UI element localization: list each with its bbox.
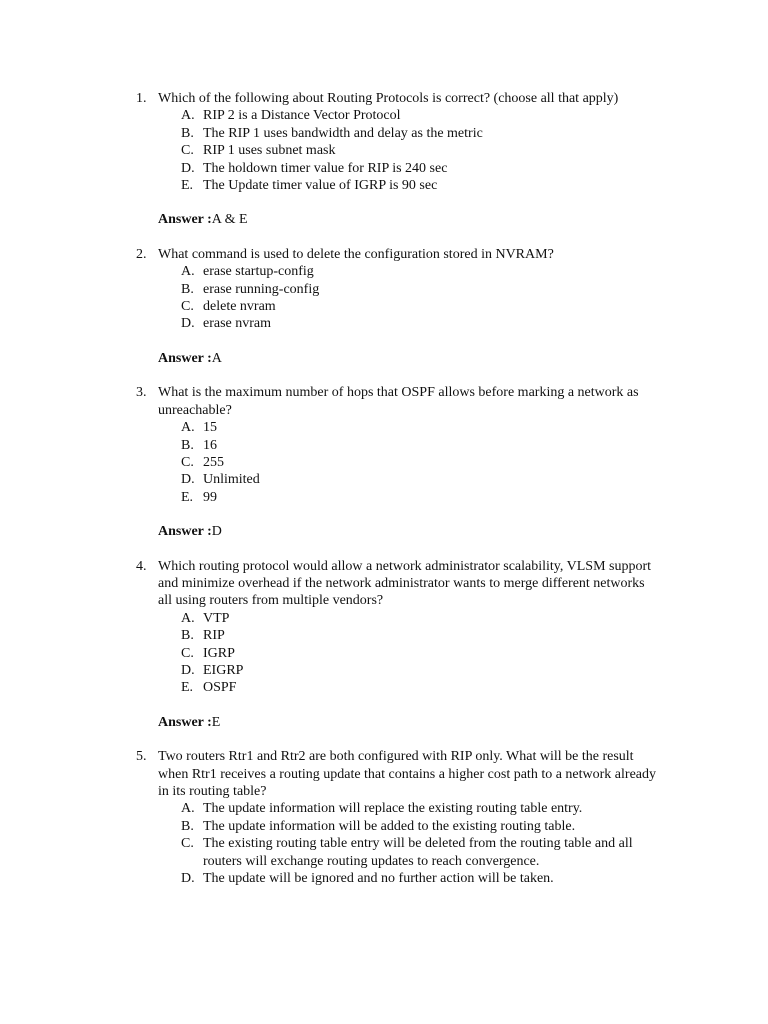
option-b [0,125,658,142]
question-2 [0,246,768,384]
question-4 [0,558,768,749]
option-letter: B. [181,437,194,453]
option-letter: B. [181,281,194,297]
option-letter: D. [181,316,195,332]
question-text: Which routing protocol would allow a network administrator scalability, VLSM support and minimize overhead if the network administrator wants to merge different networks all using routers from multiple vendors? [158,558,652,609]
option-letter: E. [181,178,194,194]
option-letter: D. [181,662,195,678]
option-e [0,679,658,696]
option-c [0,645,658,662]
answer-label: Answer : [158,714,212,730]
option-text: 15 [203,420,217,436]
answer-value: A & E [211,212,248,228]
answer-label: Answer : [158,524,212,540]
option-letter: D. [181,472,195,488]
option-letter: A. [181,610,195,626]
option-a [0,610,658,627]
option-text: The existing routing table entry will be deleted from the routing table and all routers will exchange routing updates to reach convergence. [203,836,633,869]
option-b [0,627,658,644]
question-text: What is the maximum number of hops that OSPF allows before marking a network as unreachable? [158,385,639,418]
question-5 [0,748,768,887]
question-number: 2. [136,246,147,262]
options-list [0,610,768,697]
quiz-page [0,90,768,887]
option-text: The update information will be added to the existing routing table. [203,818,576,834]
question-5-stem [0,748,658,800]
options-list [0,107,768,194]
option-letter: A. [181,801,195,817]
option-letter: C. [181,143,194,159]
option-letter: C. [181,836,194,852]
option-c [0,298,658,315]
option-d [0,662,658,679]
option-text: IGRP [203,645,235,661]
option-letter: A. [181,108,195,124]
option-text: erase running-config [203,281,320,297]
option-text: erase startup-config [203,264,314,280]
options-list [0,419,768,506]
option-letter: D. [181,871,195,887]
option-letter: D. [181,160,195,176]
option-c [0,835,658,870]
option-text: RIP 1 uses subnet mask [203,143,336,159]
option-c [0,454,658,471]
option-letter: E. [181,489,194,505]
option-e [0,489,658,506]
option-b [0,437,658,454]
option-text: The update will be ignored and no further action will be taken. [203,871,554,887]
question-number: 1. [136,91,147,106]
option-letter: C. [181,299,194,315]
question-text: Which of the following about Routing Protocols is correct? (choose all that apply) [158,91,619,106]
question-3-stem [0,384,658,419]
option-d [0,315,658,332]
option-letter: C. [181,454,194,470]
option-d [0,870,658,887]
question-2-stem [0,246,658,263]
answer-label: Answer : [158,212,212,228]
option-text: 16 [203,437,217,453]
answer-label: Answer : [158,350,212,366]
option-b [0,818,658,835]
options-list [0,263,768,333]
option-text: delete nvram [203,299,276,315]
option-e [0,177,658,194]
option-letter: A. [181,420,195,436]
answer [0,523,768,540]
option-text: RIP 2 is a Distance Vector Protocol [203,108,401,124]
option-letter: A. [181,264,195,280]
option-text: VTP [203,610,230,626]
option-text: RIP [203,628,225,644]
option-letter: B. [181,125,194,141]
answer [0,714,768,731]
option-d [0,160,658,177]
option-letter: B. [181,818,194,834]
question-1-stem [0,90,658,107]
question-1 [0,90,768,246]
option-text: The Update timer value of IGRP is 90 sec [203,178,438,194]
option-letter: B. [181,628,194,644]
option-text: OSPF [203,680,237,696]
question-3 [0,384,768,557]
option-letter: E. [181,680,194,696]
option-a [0,263,658,280]
question-4-stem [0,558,658,610]
question-number: 4. [136,558,147,574]
question-text: Two routers Rtr1 and Rtr2 are both configured with RIP only. What will be the result when Rtr1 receives a routing update that contains a higher cost path to a network already in its routing table? [158,749,656,799]
option-text: The holdown timer value for RIP is 240 sec [203,160,448,176]
answer [0,211,768,228]
answer-value: E [211,714,221,730]
answer-value: A [211,350,222,366]
option-letter: C. [181,645,194,661]
question-text: What command is used to delete the configuration stored in NVRAM? [158,246,554,262]
option-text: The RIP 1 uses bandwidth and delay as the metric [203,125,483,141]
answer-value: D [211,524,222,540]
option-text: EIGRP [203,662,244,678]
option-text: 99 [203,489,217,505]
option-d [0,471,658,488]
options-list [0,800,768,887]
option-a [0,800,658,817]
option-a [0,107,658,124]
option-text: Unlimited [203,472,260,488]
option-text: erase nvram [203,316,272,332]
option-c [0,142,658,159]
option-text: The update information will replace the existing routing table entry. [203,801,583,817]
question-number: 5. [136,749,147,765]
option-text: 255 [203,454,224,470]
option-b [0,281,658,298]
option-a [0,419,658,436]
answer [0,350,768,367]
question-number: 3. [136,385,147,401]
